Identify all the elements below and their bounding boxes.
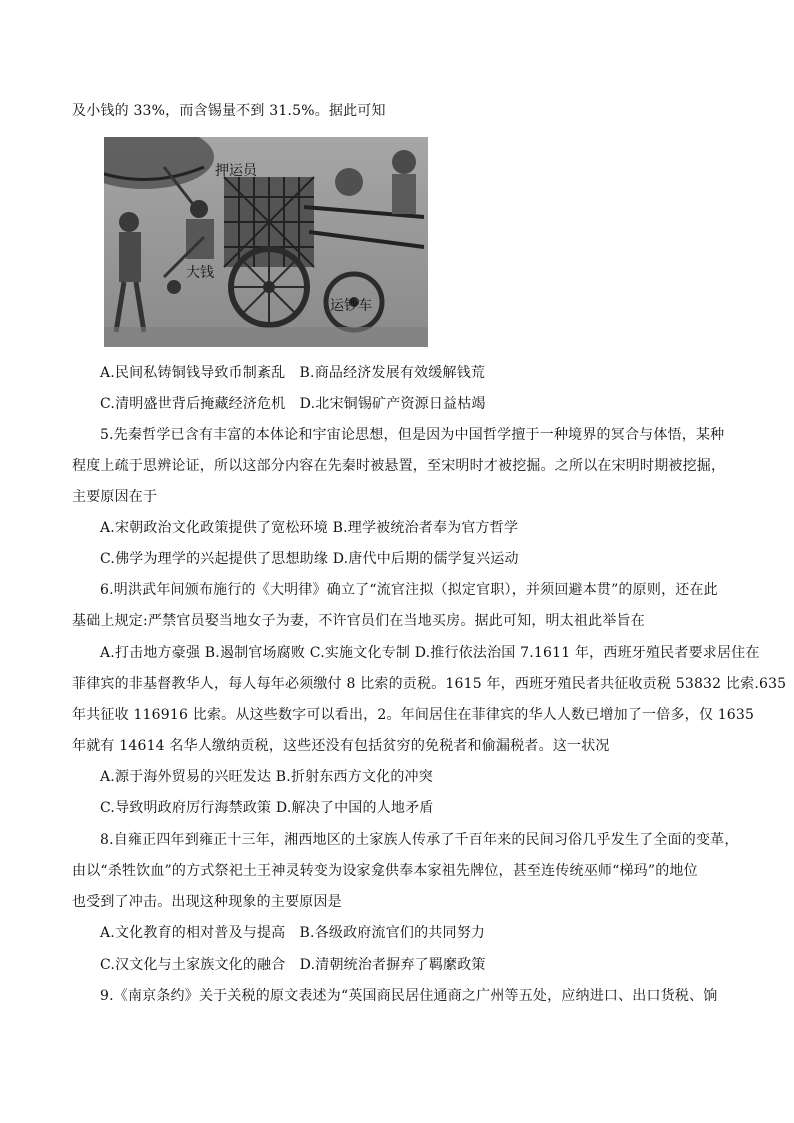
option-line: C.佛学为理学的兴起提供了思想助缘 D.唐代中后期的儒学复兴运动 [100,551,519,567]
option-line: A.文化教育的相对普及与提高 B.各级政府流官们的共同努力 [100,925,486,941]
option-line: C.导致明政府厉行海禁政策 D.解决了中国的人地矛盾 [100,800,434,816]
option-line: A.源于海外贸易的兴旺发达 B.折射东西方文化的冲突 [100,769,433,785]
option-line: A.宋朝政治文化政策提供了宽松环境 B.理学被统治者奉为官方哲学 [100,520,519,536]
question-line: 9.《南京条约》关于关税的原文表述为“英国商民居住通商之广州等五处，应纳进口、出口货税、饷 [100,988,718,1004]
question-line: 由以“杀牲饮血”的方式祭祀土王神灵转变为设家龛供奉本家祖先牌位，甚至连传统巫师“梯玛”的地位 [72,863,698,879]
option-line: A.民间私铸铜钱导致币制紊乱 B.商品经济发展有效缓解钱荒 [100,365,486,381]
question-line: 主要原因在于 [72,489,158,505]
question-line: 年共征收 116916 比索。从这些数字可以看出，2。年间居住在菲律宾的华人人数已增加了一倍多，仅 1635 [72,707,755,723]
option-line: C.清明盛世背后掩藏经济危机 D.北宋铜锡矿产资源日益枯竭 [100,396,486,412]
escort-label: 押运员 [215,163,257,179]
question-line: 年就有 14614 名华人缴纳贡税，这些还没有包括贫穷的免税者和偷漏税者。这一状况 [72,738,610,754]
question-line: 6.明洪武年间颁布施行的《大明律》确立了“流官注拟（拟定官职），并须回避本贯”的原则，还在此 [100,582,718,598]
question-line: 基础上规定:严禁官员娶当地女子为妻，不许官员们在当地买房。据此可知，明太祖此举旨在 [72,613,645,629]
option-line: A.打击地方豪强 B.遏制官场腐败 C.实施文化专制 D.推行依法治国 7.1611 年，西班牙殖民者要求居住在 [100,645,760,661]
illustration-drawing [104,137,428,347]
text-line: 及小钱的 33%，而含锡量不到 31.5%。据此可知 [72,103,386,119]
question-line: 菲律宾的非基督教华人，每人每年必须缴付 8 比索的贡税。1615 年，西班牙殖民者共征收贡税 53832 比索.635 [72,676,787,692]
option-line: C.汉文化与土家族文化的融合 D.清朝统治者摒弃了羁縻政策 [100,957,486,973]
big-coin-label: 大钱 [186,265,214,281]
question-line: 程度上疏于思辨论证，所以这部分内容在先秦时被悬置，至宋明时才被挖掘。之所以在宋明时期被挖掘， [72,458,726,474]
historical-illustration [104,137,428,347]
question-line: 8.自雍正四年到雍正十三年，湘西地区的土家族人传承了千百年来的民间习俗几乎发生了全面的变革， [100,832,739,848]
cart-label: 运钞车 [330,298,372,314]
question-line: 5.先秦哲学已含有丰富的本体论和宇宙论思想，但是因为中国哲学擅于一种境界的冥合与体悟，某种 [100,427,725,443]
question-line: 也受到了冲击。出现这种现象的主要原因是 [72,894,342,910]
